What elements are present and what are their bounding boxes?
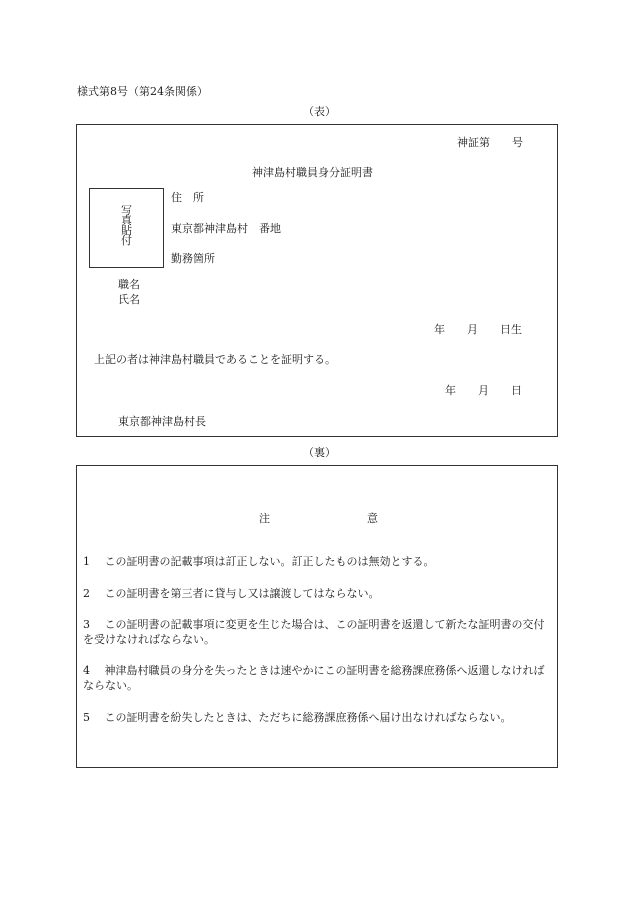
back-side-label: （裏）	[303, 446, 336, 459]
notice-item	[83, 710, 555, 725]
photo-char: 真	[121, 214, 132, 227]
front-side-label: （表）	[303, 105, 336, 118]
position-label: 職名	[118, 278, 140, 291]
item-text: この証明書の記載事項は訂正しない。訂正したものは無効とする。	[104, 555, 435, 568]
notice-item	[83, 663, 555, 693]
back-card	[76, 465, 558, 768]
notice-char-1: 注	[259, 512, 270, 525]
item-text: この証明書を紛失したときは、ただちに総務課庶務係へ届け出なければならない。	[104, 711, 512, 724]
notice-item	[83, 554, 553, 569]
notice-char-2: 意	[367, 512, 378, 525]
notice-item	[83, 586, 553, 601]
certificate-title: 神津島村職員身分証明書	[252, 166, 373, 179]
photo-char: 付	[121, 234, 132, 247]
photo-char: 写	[121, 204, 132, 217]
certificate-number: 神証第 号	[457, 136, 523, 149]
form-number: 様式第8号（第24条関係）	[77, 85, 208, 98]
item-number: 5	[83, 711, 90, 724]
address-value: 東京都神津島村 番地	[171, 222, 281, 235]
photo-label	[121, 206, 132, 246]
item-text: この証明書を第三者に貸与し又は譲渡してはならない。	[104, 587, 380, 600]
issue-date: 年 月 日	[445, 384, 522, 397]
workplace-label: 勤務箇所	[171, 252, 215, 265]
name-label: 氏名	[118, 293, 140, 306]
item-number: 1	[83, 555, 90, 568]
certification-statement: 上記の者は神津島村職員であることを証明する。	[94, 353, 336, 366]
item-text: 神津島村職員の身分を失ったときは速やかにこの証明書を総務課庶務係へ返還しなければならない。	[83, 664, 545, 692]
photo-area	[89, 188, 164, 268]
birth-date: 年 月 日生	[434, 323, 522, 336]
notice-item	[83, 617, 555, 647]
item-text: この証明書の記載事項に変更を生じた場合は、この証明書を返還して新たな証明書の交付を受けなければならない。	[83, 618, 545, 646]
item-number: 2	[83, 587, 90, 600]
issuer: 東京都神津島村長	[118, 415, 206, 428]
front-card	[76, 124, 558, 437]
item-number: 4	[83, 664, 90, 677]
item-number: 3	[83, 618, 90, 631]
address-label: 住 所	[171, 191, 204, 204]
photo-char: 貼	[121, 224, 132, 237]
